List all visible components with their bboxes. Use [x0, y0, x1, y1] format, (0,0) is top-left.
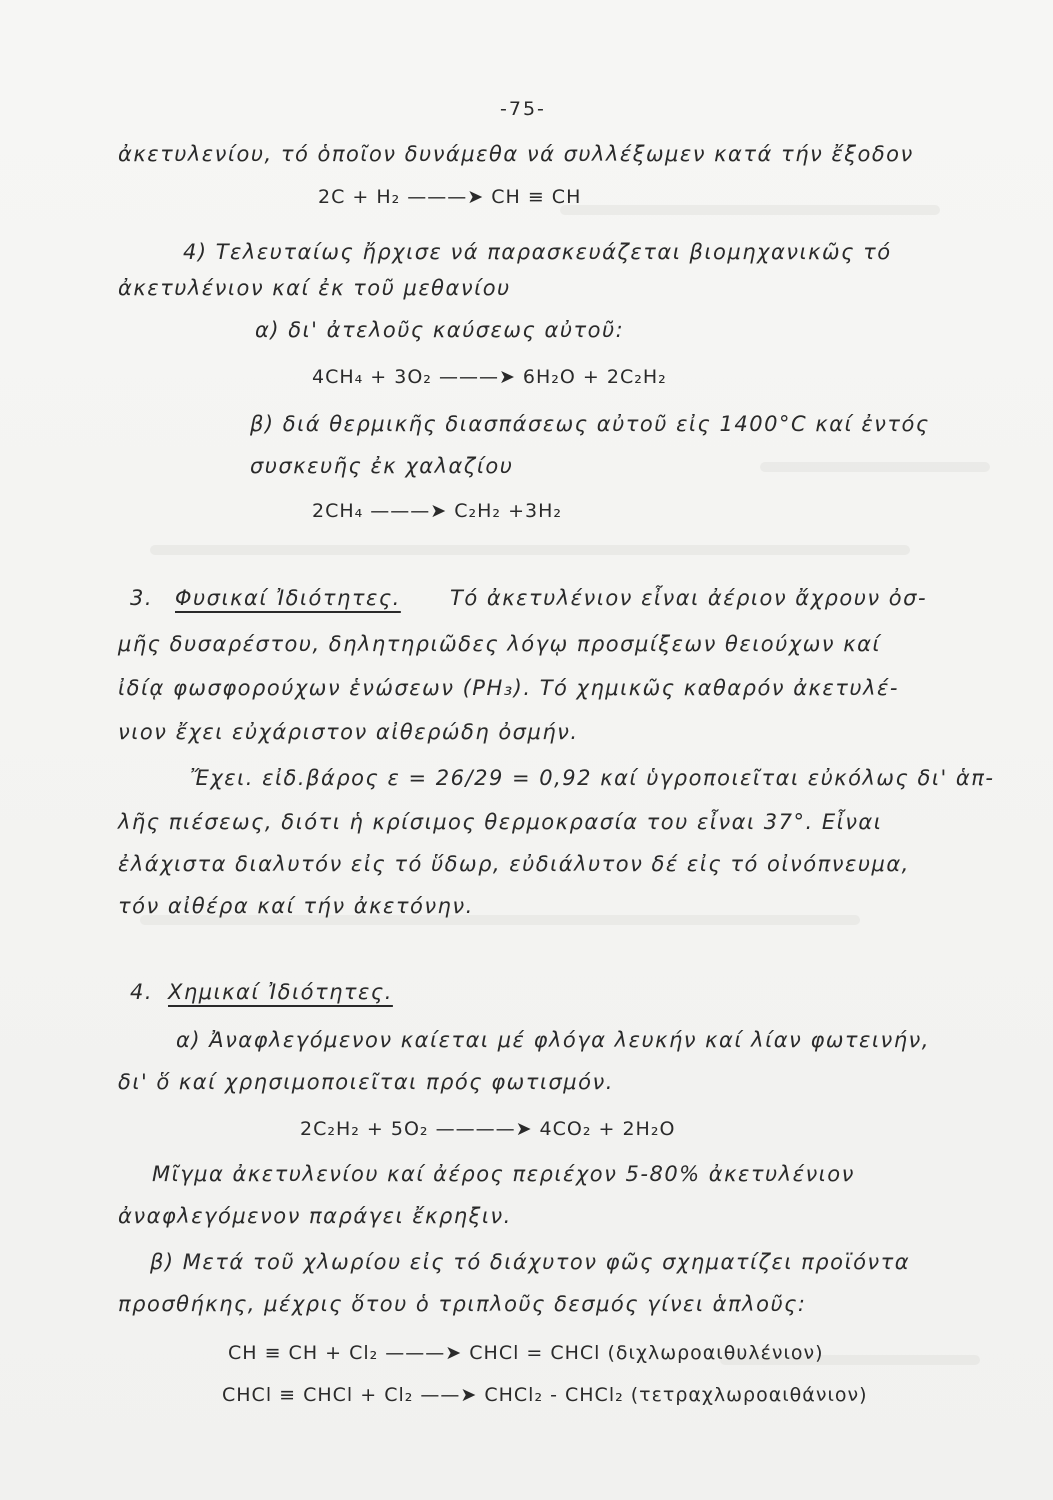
chemical-equation: CHCl ≡ CHCl + Cl₂ ——➤ CHCl₂ - CHCl₂ (τετραχλωροαιθάνιον)	[222, 1384, 868, 1406]
text-line: β) διά θερμικῆς διασπάσεως αὐτοῦ εἰς 1400°C καί ἐντός	[250, 412, 930, 436]
text-line: ἀκετυλενίου, τό ὁποῖον δυνάμεθα νά συλλέξωμεν κατά τήν ἔξοδον	[118, 142, 914, 166]
text-line: συσκευῆς ἐκ χαλαζίου	[250, 454, 514, 478]
text-line: β) Μετά τοῦ χλωρίου εἰς τό διάχυτον φῶς σχηματίζει προϊόντα	[150, 1250, 911, 1274]
text-line: δι' ὅ καί χρησιμοποιεῖται πρός φωτισμόν.	[118, 1070, 614, 1094]
text-line: Ἔχει. εἰδ.βάρος ε = 26/29 = 0,92 καί ὑγροποιεῖται εὐκόλως δι' ἁπ-	[190, 766, 995, 790]
chemical-equation: 4CH₄ + 3O₂ ———➤ 6H₂O + 2C₂H₂	[312, 366, 667, 388]
text-line: νιον ἔχει εὐχάριστον αἰθερώδη ὀσμήν.	[118, 720, 579, 744]
text-line: τόν αἰθέρα καί τήν ἀκετόνην.	[118, 894, 474, 918]
text-line: Τό ἀκετυλένιον εἶναι ἀέριον ἄχρουν ὀσ-	[450, 586, 928, 610]
text-line: λῆς πιέσεως, διότι ἡ κρίσιμος θερμοκρασία του εἶναι 37°. Εἶναι	[118, 810, 883, 834]
bleed-through-mark	[760, 462, 990, 472]
chemical-equation: 2C₂H₂ + 5O₂ ————➤ 4CO₂ + 2H₂O	[300, 1118, 676, 1140]
section-number: 4.	[130, 980, 154, 1004]
page-number: -75-	[500, 98, 546, 120]
section-heading: Φυσικαί Ἰδιότητες.	[175, 586, 401, 610]
text-line: ἀκετυλένιον καί ἐκ τοῦ μεθανίου	[118, 276, 511, 300]
text-line: α) Ἀναφλεγόμενον καίεται μέ φλόγα λευκήν καί λίαν φωτεινήν,	[176, 1028, 930, 1052]
text-line: 4) Τελευταίως ἤρχισε νά παρασκευάζεται βιομηχανικῶς τό	[183, 240, 892, 264]
text-line: ἰδίᾳ φωσφορούχων ἑνώσεων (PH₃). Τό χημικῶς καθαρόν ἀκετυλέ-	[118, 676, 899, 700]
chemical-equation: CH ≡ CH + Cl₂ ———➤ CHCl = CHCl (διχλωροαιθυλένιον)	[228, 1342, 824, 1364]
text-line: μῆς δυσαρέστου, δηλητηριῶδες λόγῳ προσμίξεων θειούχων καί	[118, 632, 882, 656]
text-line: α) δι' ἀτελοῦς καύσεως αὐτοῦ:	[255, 318, 625, 342]
chemical-equation: 2C + H₂ ———➤ CH ≡ CH	[318, 186, 582, 208]
text-line: ἀναφλεγόμενον παράγει ἔκρηξιν.	[118, 1204, 512, 1228]
text-line: Μῖγμα ἀκετυλενίου καί ἀέρος περιέχον 5-80% ἀκετυλένιον	[152, 1162, 855, 1186]
section-heading: Χημικαί Ἰδιότητες.	[168, 980, 393, 1004]
chemical-equation: 2CH₄ ———➤ C₂H₂ +3H₂	[312, 500, 562, 522]
text-line: προσθήκης, μέχρις ὅτου ὁ τριπλοῦς δεσμός γίνει ἁπλοῦς:	[118, 1292, 807, 1316]
section-number: 3.	[130, 586, 154, 610]
bleed-through-mark	[560, 205, 940, 215]
bleed-through-mark	[150, 545, 910, 555]
text-line: ἐλάχιστα διαλυτόν εἰς τό ὕδωρ, εὐδιάλυτον δέ εἰς τό οἰνόπνευμα,	[118, 852, 910, 876]
